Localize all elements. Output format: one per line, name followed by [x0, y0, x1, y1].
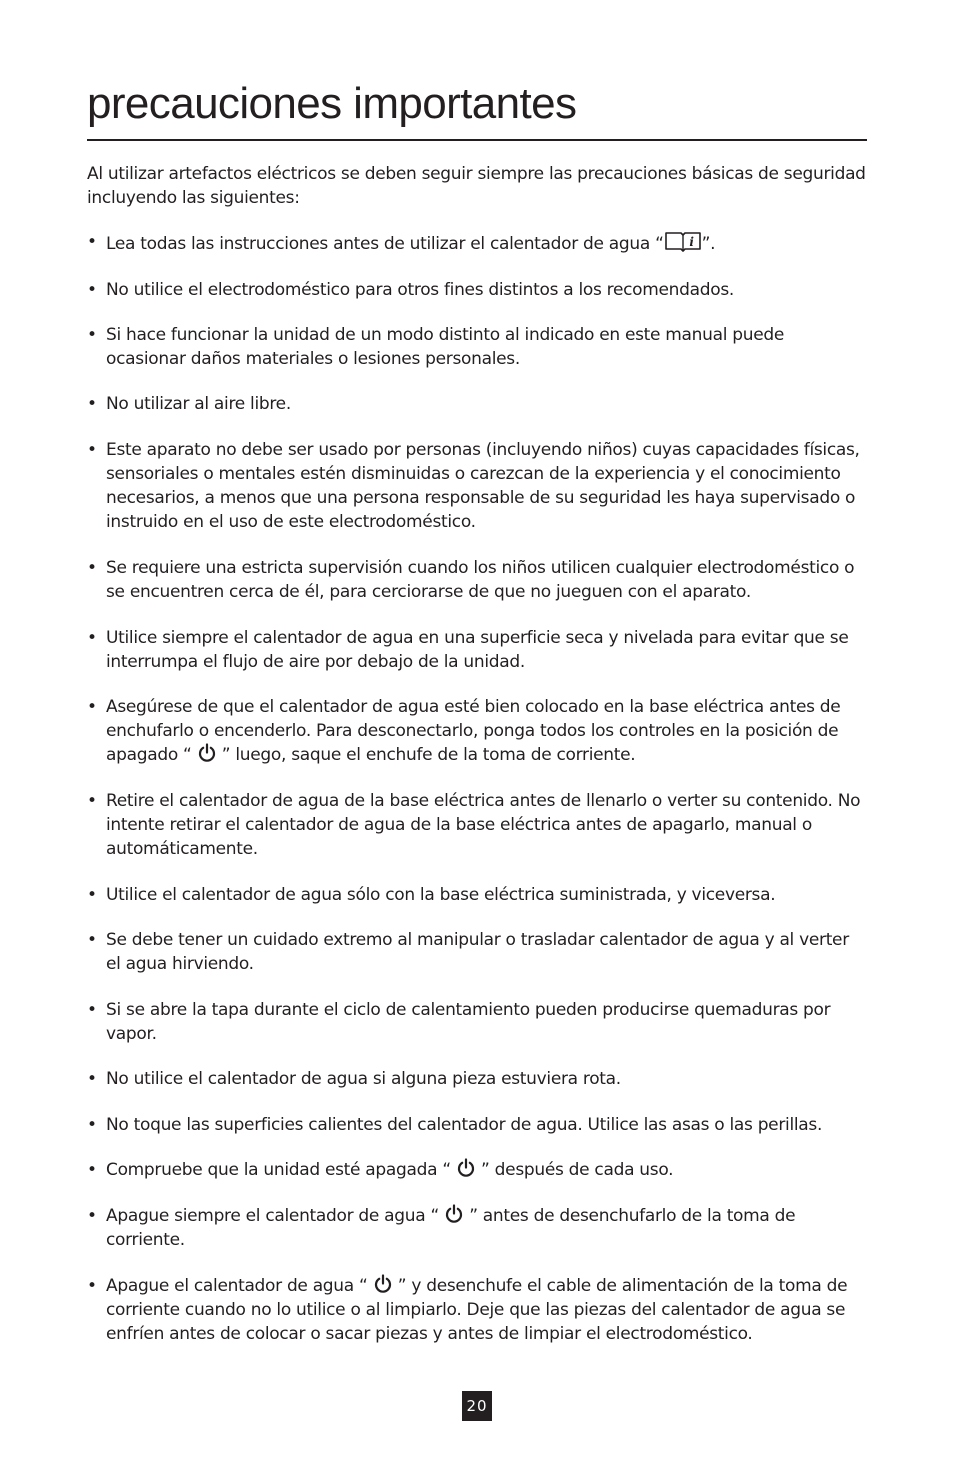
list-item-text [106, 789, 867, 861]
bullet-marker: • [87, 1000, 97, 1020]
list-item-text-segment: Se debe tener un cuidado extremo al manipular o trasladar calentador de agua y al verter el agua hirviendo. [106, 930, 849, 974]
list-item-text [106, 1274, 867, 1346]
page-number: 20 [462, 1391, 492, 1421]
list-item-text-segment: No utilice el electrodoméstico para otros fines distintos a los recomendados. [106, 280, 735, 300]
list-item-text [106, 1067, 867, 1091]
bullet-marker: • [87, 885, 97, 905]
list-item-text [106, 323, 867, 371]
bullet-marker: • [87, 394, 97, 414]
list-item [87, 1113, 867, 1137]
power-icon [456, 1158, 476, 1178]
list-item [87, 928, 867, 976]
list-item-text [106, 883, 867, 907]
list-item [87, 883, 867, 907]
list-item-text [106, 928, 867, 976]
bullet-marker: • [87, 628, 97, 648]
list-item [87, 392, 867, 416]
bullet-marker: • [87, 1069, 97, 1089]
list-item [87, 1204, 867, 1252]
bullet-marker: • [87, 440, 97, 460]
list-item-text [106, 438, 867, 534]
list-item [87, 278, 867, 302]
power-icon [444, 1204, 464, 1224]
list-item [87, 998, 867, 1046]
list-item-text-segment: ” luego, saque el enchufe de la toma de corriente. [216, 745, 636, 765]
list-item-text-segment: Asegúrese de que el calentador de agua esté bien colocado en la base eléctrica antes de enchufarlo o encenderlo. Para desconectarlo, ponga todos los controles en la posición de apagado “ [106, 697, 841, 765]
list-item [87, 1274, 867, 1346]
list-item-text-segment: ” antes de desenchufarlo de la toma de corriente. [106, 1206, 796, 1250]
list-item-text-segment: No utilizar al aire libre. [106, 394, 291, 414]
list-item-text [106, 392, 867, 416]
list-item-text-segment: Si hace funcionar la unidad de un modo distinto al indicado en este manual puede ocasionar daños materiales o lesiones personales. [106, 325, 785, 369]
list-item-text [106, 1158, 867, 1182]
bullet-marker: • [87, 697, 97, 717]
list-item-text [106, 695, 867, 767]
list-item-text-segment: Apague siempre el calentador de agua “ [106, 1206, 445, 1226]
bullet-marker: • [87, 325, 97, 345]
bullet-marker: • [87, 232, 97, 252]
list-item [87, 1158, 867, 1182]
bullet-marker: • [87, 558, 97, 578]
bullet-marker: • [87, 1206, 97, 1226]
power-icon [373, 1274, 393, 1294]
list-item [87, 1067, 867, 1091]
list-item-text-segment: Utilice siempre el calentador de agua en una superficie seca y nivelada para evitar que se interrumpa el flujo de aire por debajo de la unidad. [106, 628, 849, 672]
list-item-text [106, 230, 867, 256]
list-item [87, 323, 867, 371]
intro-paragraph: Al utilizar artefactos eléctricos se deben seguir siempre las precauciones básicas de seguridad incluyendo las siguientes: [87, 164, 866, 208]
bullet-marker: • [87, 1276, 97, 1296]
list-item-text-segment: No utilice el calentador de agua si alguna pieza estuviera rota. [106, 1069, 621, 1089]
book-icon [664, 230, 702, 252]
list-item-text-segment: Utilice el calentador de agua sólo con la base eléctrica suministrada, y viceversa. [106, 885, 776, 905]
list-item-text [106, 1204, 867, 1252]
list-item-text-segment: Lea todas las instrucciones antes de utilizar el calentador de agua “ [106, 234, 664, 254]
list-item [87, 695, 867, 767]
list-item-text [106, 556, 867, 604]
list-item-text [106, 626, 867, 674]
bullet-marker: • [87, 280, 97, 300]
list-item-text [106, 278, 867, 302]
title-divider [87, 139, 867, 141]
list-item-text-segment: Compruebe que la unidad esté apagada “ [106, 1160, 456, 1180]
bullet-marker: • [87, 791, 97, 811]
page-title: precauciones importantes [87, 79, 577, 128]
list-item-text-segment: Este aparato no debe ser usado por personas (incluyendo niños) cuyas capacidades físicas, sensoriales o mentales estén disminuidas o carezcan de la experiencia y el conocimiento necesarios, a menos que una persona responsable de su seguridad les haya supervisado o instruido en el uso de este electrodoméstico. [106, 440, 860, 532]
list-item-text [106, 998, 867, 1046]
list-item-text-segment: Se requiere una estricta supervisión cuando los niños utilicen cualquier electrodoméstico o se encuentren cerca de él, para cerciorarse de que no jueguen con el aparato. [106, 558, 855, 602]
list-item-text-segment: Apague el calentador de agua “ [106, 1276, 373, 1296]
bullet-marker: • [87, 1115, 97, 1135]
list-item [87, 789, 867, 861]
list-item-text-segment: Retire el calentador de agua de la base eléctrica antes de llenarlo o verter su contenido. No intente retirar el calentador de agua de la base eléctrica antes de apagarlo, manual o automáticamente. [106, 791, 861, 859]
bullet-marker: • [87, 1160, 97, 1180]
power-icon [197, 743, 217, 763]
list-item-text-segment: ” después de cada uso. [475, 1160, 674, 1180]
list-item [87, 626, 867, 674]
list-item [87, 230, 867, 256]
list-item-text-segment: ”. [701, 234, 716, 254]
list-item-text [106, 1113, 867, 1137]
svg-text:i: i [688, 235, 694, 249]
bullet-marker: • [87, 930, 97, 950]
list-item-text-segment: ” y desenchufe el cable de alimentación de la toma de corriente cuando no lo utilice o al limpiarlo. Deje que las piezas del calentador de agua se enfríen antes de colocar o sacar piezas y antes de limpiar el electrodoméstico. [106, 1276, 848, 1344]
list-item-text-segment: Si se abre la tapa durante el ciclo de calentamiento pueden producirse quemaduras por vapor. [106, 1000, 831, 1044]
list-item-text-segment: No toque las superficies calientes del calentador de agua. Utilice las asas o las perillas. [106, 1115, 823, 1135]
list-item [87, 556, 867, 604]
list-item [87, 438, 867, 534]
